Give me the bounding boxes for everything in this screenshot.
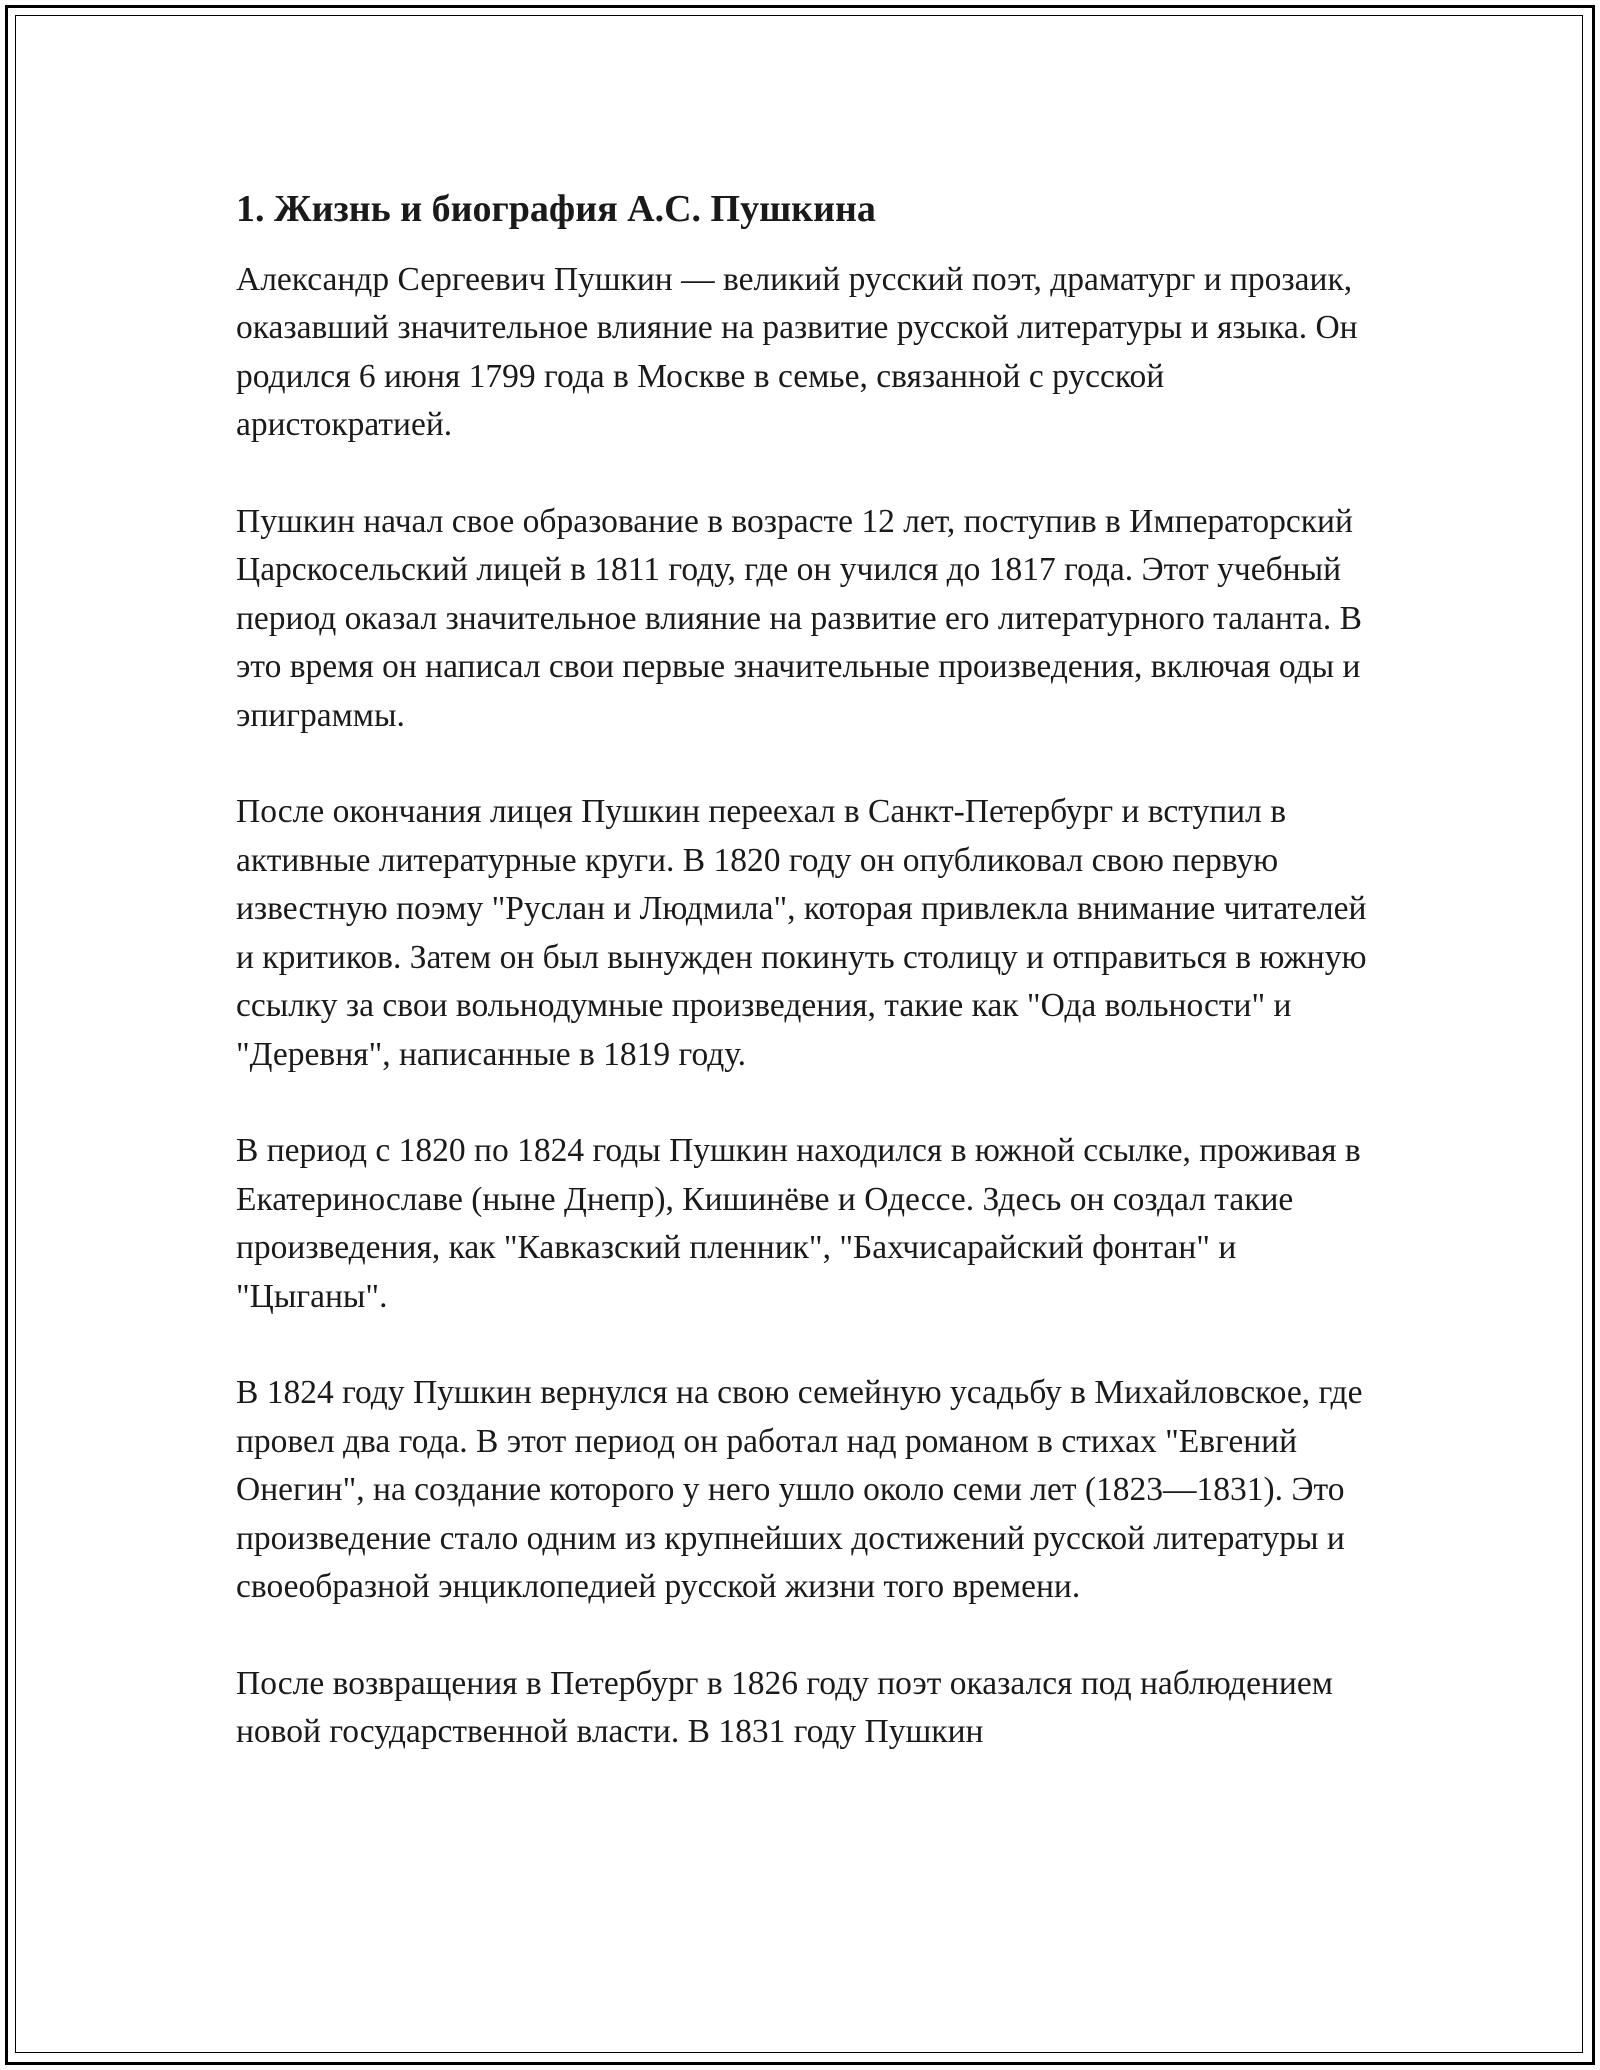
paragraph-southern-exile: В период с 1820 по 1824 годы Пушкин находился в южной ссылке, проживая в Екатеринославе (ныне Днепр), Кишинёве и Одессе. Здесь он создал такие произведения, как "Кавказский пленник", "Бахчисарайский фонтан" и "Цыганы". xyxy=(236,1132,1361,1315)
section-heading: 1. Жизнь и биография А.С. Пушкина xyxy=(236,188,876,230)
document-page xyxy=(236,186,1376,1805)
paragraph-return: После возвращения в Петербург в 1826 году поэт оказался под наблюдением новой государственной власти. В 1831 году Пушкин xyxy=(236,1664,1333,1750)
paragraph-petersburg: После окончания лицея Пушкин переехал в Санкт-Петербург и вступил в активные литературные круги. В 1820 году он опубликовал свою первую известную поэму "Руслан и Людмила", которая привлекла внимание читателей и критиков. Затем он был вынужден покинуть столицу и отправиться в южную ссылку за свои вольнодумные произведения, такие как "Ода вольности" и "Деревня", написанные в 1819 году. xyxy=(236,793,1367,1073)
paragraph-birth: Александр Сергеевич Пушкин — великий русский поэт, драматург и прозаик, оказавший значительное влияние на развитие русской литературы и языка. Он родился 6 июня 1799 года в Москве в семье, связанной с русской аристократией. xyxy=(236,260,1358,443)
paragraph-lyceum: Пушкин начал свое образование в возрасте 12 лет, поступив в Императорский Царскосельский лицей в 1811 году, где он учился до 1817 года. Этот учебный период оказал значительное влияние на развитие его литературного таланта. В это время он написал свои первые значительные произведения, включая оды и эпиграммы. xyxy=(236,502,1362,734)
paragraph-mikhailovskoye: В 1824 году Пушкин вернулся на свою семейную усадьбу в Михайловское, где провел два года. В этот период он работал над романом в стихах "Евгений Онегин", на создание которого у него ушло около семи лет (1823—1831). Это произведение стало одним из крупнейших достижений русской литературы и своеобразной энциклопедией русской жизни того времени. xyxy=(236,1374,1363,1605)
